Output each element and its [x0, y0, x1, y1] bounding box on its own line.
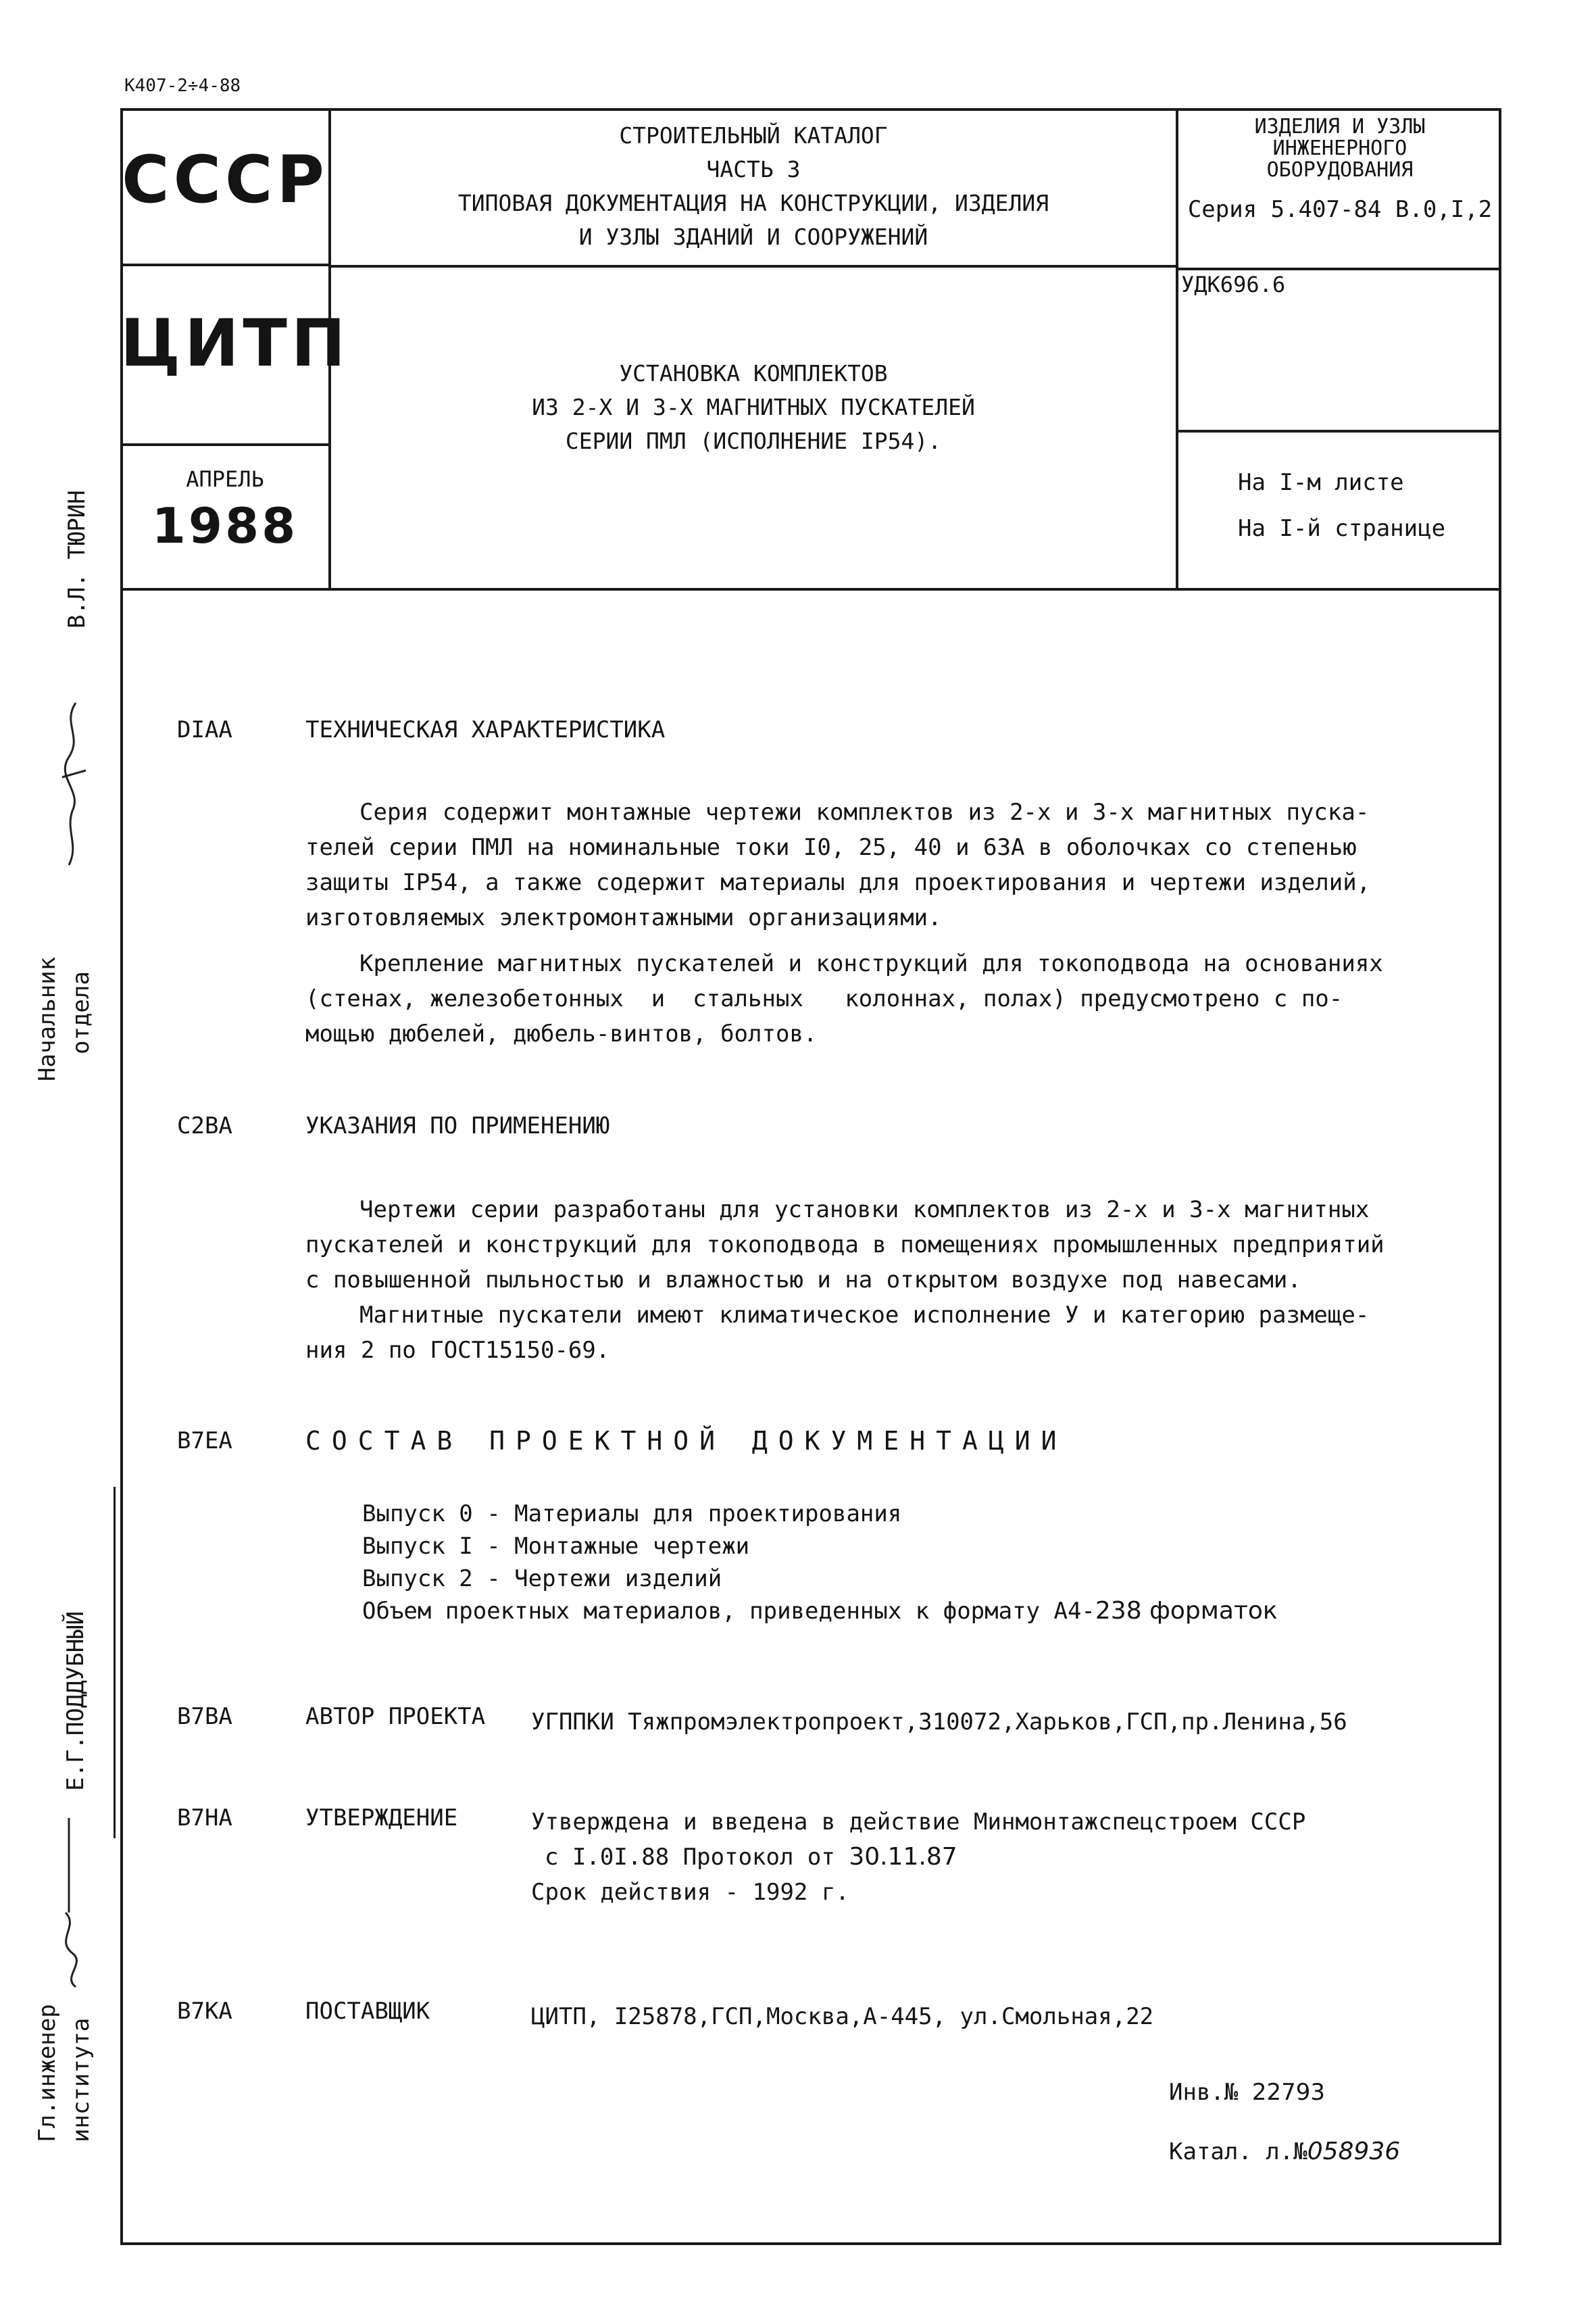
- text-line: с повышенной пыльностью и влажностью и на открытом воздухе под навесами.: [305, 1266, 1301, 1294]
- udk-label: УДК696.6: [1181, 272, 1286, 297]
- title-line: ИЗ 2-Х И 3-Х МАГНИТНЫХ ПУСКАТЕЛЕЙ: [532, 394, 975, 420]
- volume-line: [362, 1595, 1443, 1627]
- list-item: Выпуск 2 - Чертежи изделий: [362, 1565, 722, 1592]
- catalog-line: ЧАСТЬ 3: [706, 156, 801, 182]
- section-code: DIAA: [177, 716, 232, 743]
- approver-role-1-line1: Начальник: [34, 956, 61, 1081]
- series-label: Серия 5.407-84 В.0,I,2: [1187, 196, 1493, 223]
- section-title: УКАЗАНИЯ ПО ПРИМЕНЕНИЮ: [305, 1112, 610, 1139]
- section-title: ТЕХНИЧЕСКАЯ ХАРАКТЕРИСТИКА: [305, 716, 666, 743]
- catalog-line: И УЗЛЫ ЗДАНИЙ И СООРУЖЕНИЙ: [578, 224, 928, 250]
- supplier-text: ЦИТП, I25878,ГСП,Москва,А-445, ул.Смольная,22: [531, 2003, 1154, 2030]
- year-label: 1988: [151, 497, 299, 554]
- section-paragraph: [305, 946, 1454, 1052]
- signature-2: [49, 1811, 103, 2017]
- section-paragraph: [305, 1192, 1454, 1368]
- sheet-label: На I-м листе: [1238, 469, 1404, 496]
- inventory-value: 22793: [1251, 2079, 1326, 2106]
- list-item: Выпуск I - Монтажные чертежи: [362, 1533, 750, 1560]
- section-heading: [1178, 116, 1501, 181]
- approval-date-prefix: с I.0I.88 Протокол от: [545, 1844, 835, 1871]
- section-line: ОБОРУДОВАНИЯ: [1266, 158, 1414, 182]
- approver-name-1: В.Л. ТЮРИН: [64, 490, 91, 629]
- volume-prefix: Объем проектных материалов, приведенных к формату А4-: [362, 1598, 1095, 1625]
- month-label: АПРЕЛЬ: [186, 466, 264, 492]
- section-title: УТВЕРЖДЕНИЕ: [305, 1804, 458, 1831]
- document-title: [331, 357, 1176, 458]
- section-code: B7BA: [177, 1703, 232, 1730]
- header-hline-right-1: [1177, 268, 1501, 270]
- catalog-line: СТРОИТЕЛЬНЫЙ КАТАЛОГ: [619, 122, 888, 149]
- text-line: Магнитные пускатели имеют климатическое исполнение У и категорию размеще-: [359, 1302, 1370, 1329]
- header-hline-left-2: [120, 443, 330, 446]
- documentation-list: [362, 1498, 1443, 1627]
- approver-role-2-line2: института: [68, 2017, 95, 2142]
- approval-line: Утверждена и введена в действие Минмонтажспецстроем СССР: [531, 1808, 1306, 1836]
- ussr-label: СССР: [122, 142, 328, 218]
- text-line: Крепление магнитных пускателей и конструкций для токоподвода на основаниях: [359, 950, 1383, 977]
- approver-role-2-line1: Гл.инженер: [34, 2004, 61, 2142]
- section-title: СОСТАВ ПРОЕКТНОЙ ДОКУМЕНТАЦИИ: [305, 1426, 1068, 1456]
- volume-value: 238 форматок: [1095, 1597, 1278, 1625]
- header-bottom-line: [120, 588, 1501, 591]
- document-code: К407-2÷4-88: [124, 76, 241, 96]
- text-line: Серия содержит монтажные чертежи комплектов из 2-х и 3-х магнитных пуска-: [359, 799, 1370, 826]
- text-line: защиты IP54, а также содержит материалы для проектирования и чертежи изделий,: [305, 869, 1371, 896]
- list-item: Выпуск 0 - Материалы для проектирования: [362, 1500, 902, 1527]
- section-title: АВТОР ПРОЕКТА: [305, 1703, 486, 1730]
- catalog-line: ТИПОВАЯ ДОКУМЕНТАЦИЯ НА КОНСТРУКЦИИ, ИЗДЕЛИЯ: [457, 190, 1049, 216]
- section-code: B7HA: [177, 1804, 232, 1831]
- approval-block: [531, 1804, 1477, 1910]
- catalog-sheet-value: 058936: [1307, 2138, 1401, 2165]
- org-label: ЦИТП: [120, 305, 350, 381]
- page-label: На I-й странице: [1238, 515, 1446, 542]
- section-code: C2BA: [177, 1112, 232, 1139]
- approval-date: 30.11.87: [849, 1843, 957, 1871]
- text-line: телей серии ПМЛ на номинальные токи I0, 25, 40 и 63А в оболочках со степенью: [305, 834, 1357, 861]
- title-line: УСТАНОВКА КОМПЛЕКТОВ: [619, 360, 888, 387]
- catalog-heading: [331, 119, 1176, 254]
- text-line: (стенах, железобетонных и стальных колоннах, полах) предусмотрено с по-: [305, 985, 1343, 1012]
- section-line: ИЗДЕЛИЯ И УЗЛЫ: [1254, 115, 1426, 139]
- header-hline-right-2: [1177, 430, 1501, 433]
- author-text: УГППКИ Тяжпромэлектропроект,310072,Харьков,ГСП,пр.Ленина,56: [531, 1708, 1347, 1736]
- catalog-sheet-label: Катал. л.№: [1169, 2138, 1307, 2165]
- margin-rule: [114, 1487, 116, 1838]
- signature-1: [49, 696, 96, 875]
- header-hline-mid: [330, 265, 1177, 268]
- approver-name-2: Е.Г.ПОДДУБНЫЙ: [62, 1610, 89, 1791]
- section-paragraph: [305, 795, 1454, 935]
- text-line: мощью дюбелей, дюбель-винтов, болтов.: [305, 1020, 818, 1048]
- header-hline-left-1: [120, 264, 330, 266]
- text-line: Чертежи серии разработаны для установки комплектов из 2-х и 3-х магнитных: [359, 1196, 1370, 1223]
- section-code: B7EA: [177, 1427, 232, 1454]
- inventory-number: [1169, 2075, 1325, 2110]
- section-line: ИНЖЕНЕРНОГО: [1272, 137, 1407, 160]
- approval-line: [531, 1840, 1477, 1875]
- catalog-sheet-number: [1169, 2134, 1400, 2169]
- text-line: пускателей и конструкций для токоподвода в помещениях промышленных предприятий: [305, 1231, 1385, 1258]
- approver-role-1-line2: отдела: [68, 971, 95, 1054]
- approval-line: Срок действия - 1992 г.: [531, 1879, 849, 1906]
- section-title: ПОСТАВЩИК: [305, 1998, 430, 2025]
- text-line: ния 2 по ГОСТ15150-69.: [305, 1337, 610, 1364]
- text-line: изготовляемых электромонтажными организациями.: [305, 904, 942, 931]
- title-line: СЕРИИ ПМЛ (ИСПОЛНЕНИЕ IP54).: [565, 428, 942, 454]
- inventory-label: Инв.№: [1169, 2079, 1239, 2106]
- section-code: B7KA: [177, 1998, 232, 2025]
